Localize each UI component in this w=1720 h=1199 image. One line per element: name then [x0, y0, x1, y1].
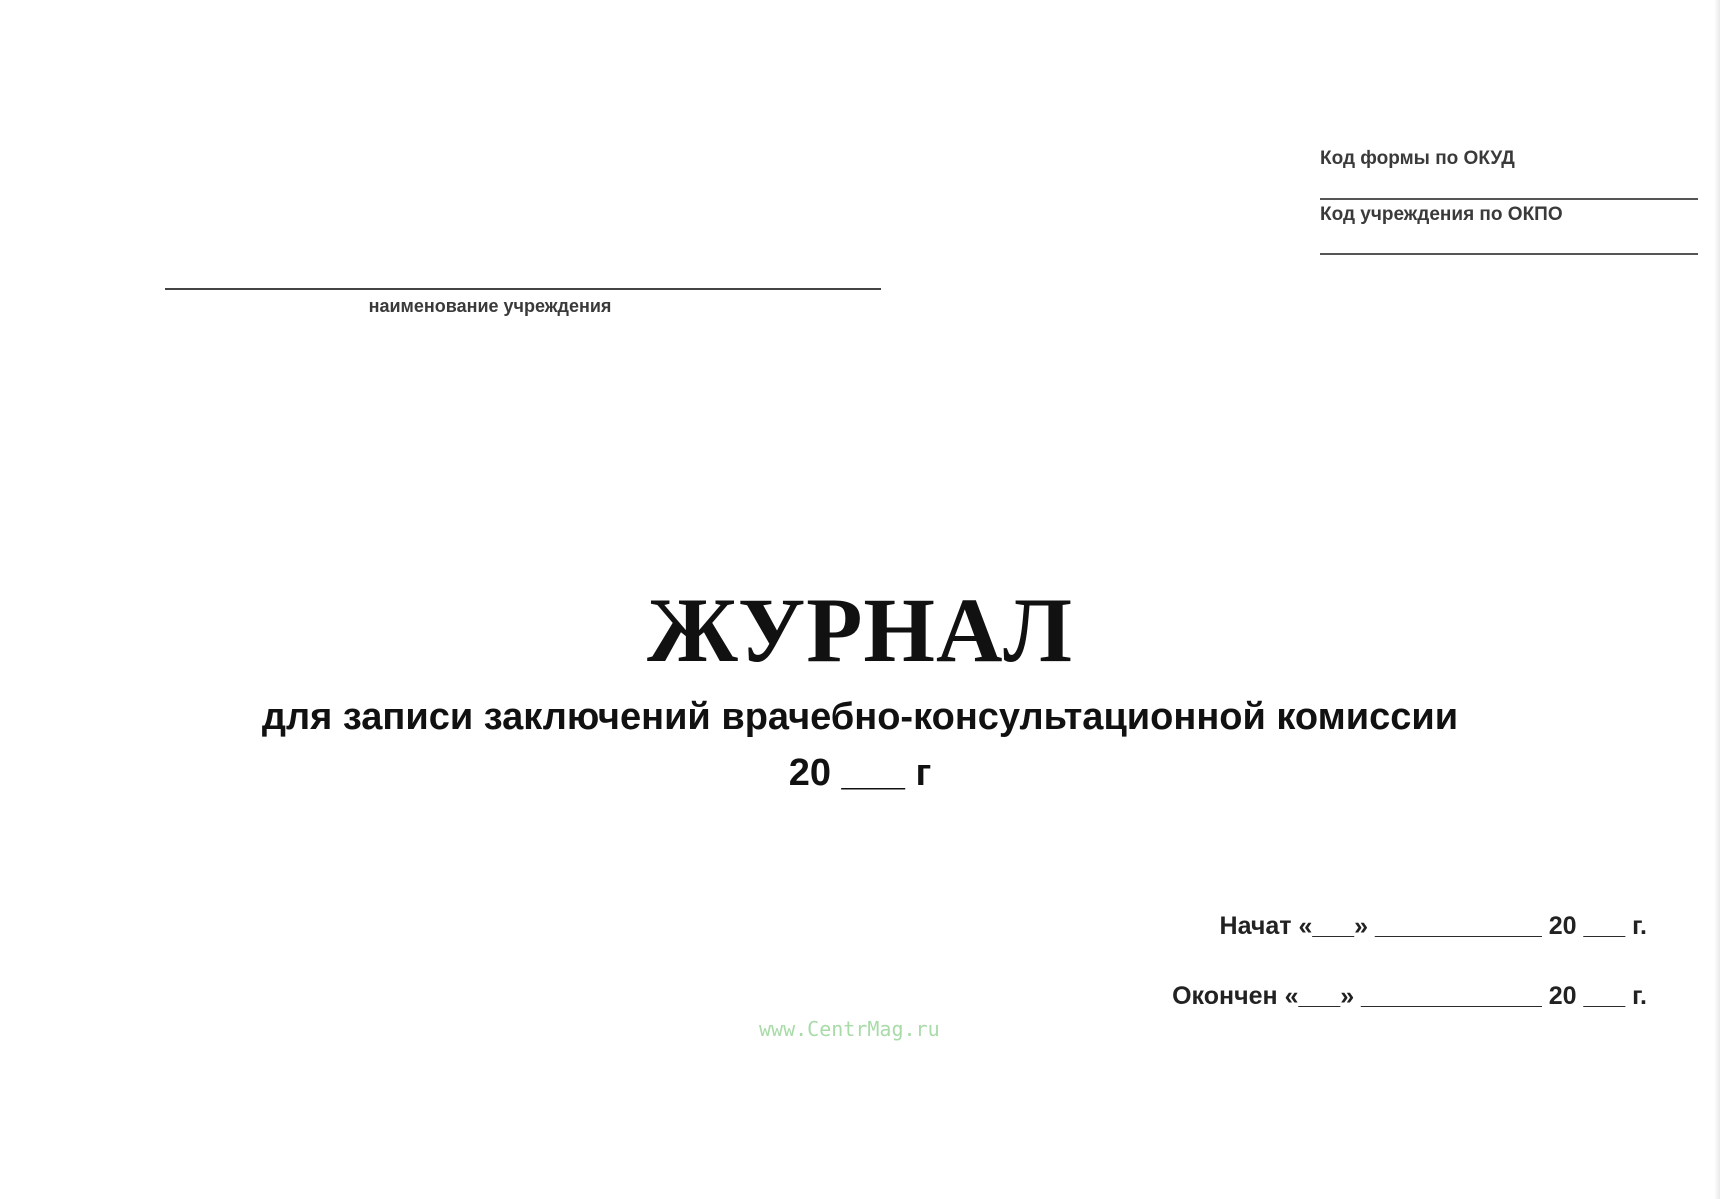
journal-title: ЖУРНАЛ [647, 579, 1073, 681]
ended-date-line: Окончен «___» _____________ 20 ___ г. [1172, 982, 1647, 1010]
okud-code-label: Код формы по ОКУД [1320, 148, 1515, 169]
journal-year: 20 ___ г [788, 752, 932, 794]
journal-subtitle: для записи заключений врачебно-консультационной комиссии [261, 696, 1459, 738]
okpo-code-label: Код учреждения по ОКПО [1320, 204, 1563, 225]
institution-name-caption: наименование учреждения [368, 296, 612, 316]
started-date-line: Начат «___» ____________ 20 ___ г. [1219, 912, 1647, 940]
okud-code-line [1320, 198, 1698, 200]
institution-name-line [165, 288, 881, 290]
watermark-text: www.CentrMag.ru [759, 1017, 940, 1041]
okpo-code-line [1320, 253, 1698, 255]
